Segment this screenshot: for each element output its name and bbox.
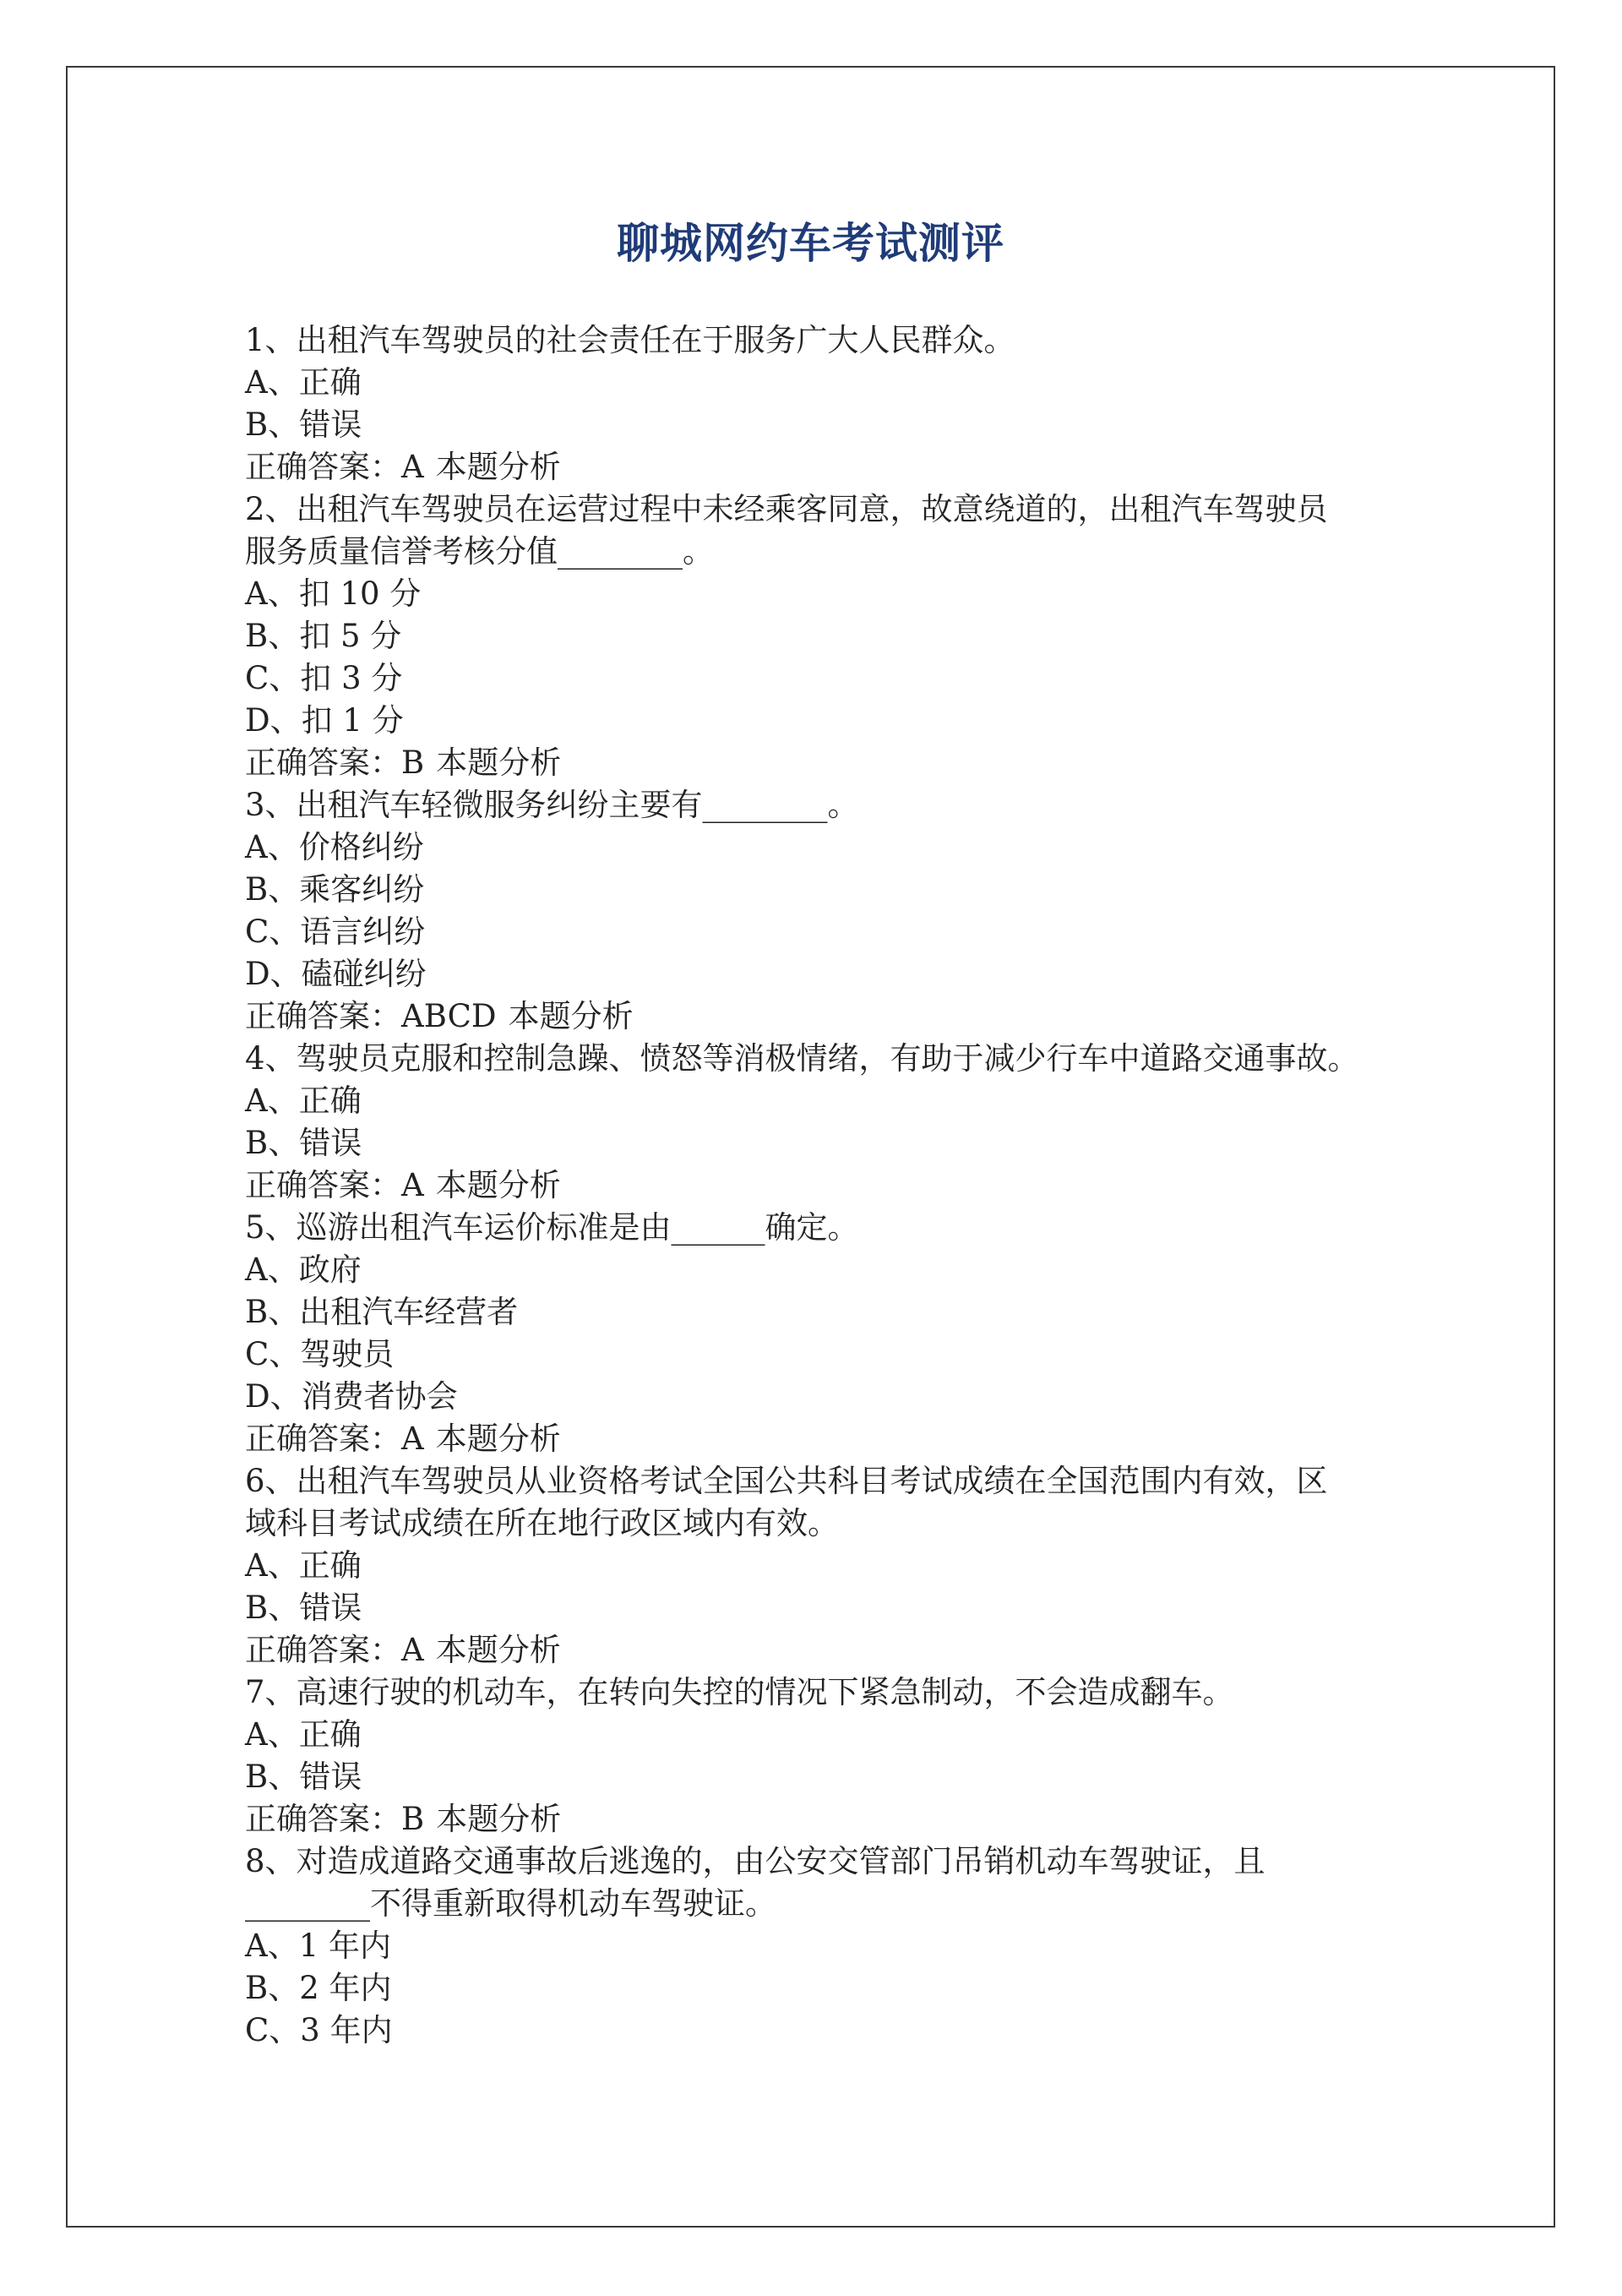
question-text: 7、高速行驶的机动车，在转向失控的情况下紧急制动，不会造成翻车。 <box>245 1674 1234 1710</box>
answer-option: C、语言纠纷 <box>245 913 426 950</box>
question-block <box>245 1672 1478 1841</box>
question-block <box>245 1460 1478 1672</box>
answer-option: A、正确 <box>245 1716 362 1753</box>
correct-answer-value: A <box>401 1167 424 1203</box>
correct-answer-line <box>245 1798 1478 1841</box>
correct-answer-label: 正确答案： <box>245 744 401 781</box>
question-block <box>245 1207 1478 1460</box>
answer-option: A、价格纠纷 <box>245 829 424 865</box>
answer-option: B、错误 <box>245 1590 362 1626</box>
question-block <box>245 319 1478 488</box>
answer-option: C、扣 3 分 <box>245 660 403 696</box>
answer-option: A、正确 <box>245 1547 362 1584</box>
correct-answer-line <box>245 446 1478 488</box>
question-block <box>245 488 1478 784</box>
answer-option: D、扣 1 分 <box>245 702 404 739</box>
correct-answer-label: 正确答案： <box>245 1167 401 1203</box>
correct-answer-label: 正确答案： <box>245 1632 401 1668</box>
analysis-label: 本题分析 <box>435 1421 561 1457</box>
question-text: ________不得重新取得机动车驾驶证。 <box>245 1885 776 1922</box>
question-block <box>245 1841 1478 2052</box>
answer-option: D、磕碰纠纷 <box>245 956 427 992</box>
question-text: 6、出租汽车驾驶员从业资格考试全国公共科目考试成绩在全国范围内有效，区 <box>245 1463 1328 1499</box>
analysis-label: 本题分析 <box>436 744 562 781</box>
question-text: 域科目考试成绩在所在地行政区域内有效。 <box>245 1505 839 1541</box>
answer-option: A、1 年内 <box>245 1928 392 1964</box>
page-title: 聊城网约车考试测评 <box>617 218 1004 268</box>
correct-answer-label: 正确答案： <box>245 1801 401 1837</box>
correct-answer-label: 正确答案： <box>245 1421 401 1457</box>
correct-answer-line <box>245 1164 1478 1207</box>
answer-option: B、扣 5 分 <box>245 618 402 654</box>
answer-option: B、2 年内 <box>245 1970 392 2006</box>
correct-answer-value: ABCD <box>401 998 497 1034</box>
correct-answer-label: 正确答案： <box>245 449 401 485</box>
correct-answer-value: A <box>401 449 424 485</box>
question-text: 3、出租汽车轻微服务纠纷主要有________。 <box>245 787 859 823</box>
question-text: 服务质量信誉考核分值________。 <box>245 533 714 570</box>
correct-answer-label: 正确答案： <box>245 998 401 1034</box>
question-block <box>245 1038 1478 1207</box>
correct-answer-value: B <box>401 744 425 781</box>
analysis-label: 本题分析 <box>435 1632 561 1668</box>
answer-option: C、3 年内 <box>245 2012 393 2048</box>
question-text: 8、对造成道路交通事故后逃逸的，由公安交管部门吊销机动车驾驶证，且 <box>245 1843 1265 1879</box>
question-text: 2、出租汽车驾驶员在运营过程中未经乘客同意，故意绕道的，出租汽车驾驶员 <box>245 491 1328 527</box>
answer-option: B、错误 <box>245 1759 362 1795</box>
correct-answer-line <box>245 1418 1478 1460</box>
answer-option: A、扣 10 分 <box>245 575 422 612</box>
question-list <box>245 319 1478 2052</box>
answer-option: B、乘客纠纷 <box>245 871 425 908</box>
analysis-label: 本题分析 <box>435 449 561 485</box>
correct-answer-line <box>245 1629 1478 1672</box>
correct-answer-value: B <box>401 1801 425 1837</box>
answer-option: A、政府 <box>245 1252 362 1288</box>
answer-option: A、正确 <box>245 364 362 401</box>
answer-option: D、消费者协会 <box>245 1378 458 1415</box>
answer-option: C、驾驶员 <box>245 1336 395 1372</box>
answer-option: B、错误 <box>245 406 362 443</box>
answer-option: A、正确 <box>245 1083 362 1119</box>
document-page <box>66 66 1555 2228</box>
analysis-label: 本题分析 <box>436 1801 562 1837</box>
analysis-label: 本题分析 <box>435 1167 561 1203</box>
question-text: 4、驾驶员克服和控制急躁、愤怒等消极情绪，有助于减少行车中道路交通事故。 <box>245 1040 1359 1077</box>
correct-answer-value: A <box>401 1632 424 1668</box>
correct-answer-value: A <box>401 1421 424 1457</box>
correct-answer-line <box>245 742 1478 784</box>
analysis-label: 本题分析 <box>508 998 634 1034</box>
answer-option: B、错误 <box>245 1125 362 1161</box>
correct-answer-line <box>245 995 1478 1038</box>
answer-option: B、出租汽车经营者 <box>245 1294 519 1330</box>
question-block <box>245 784 1478 1038</box>
question-text: 5、巡游出租汽车运价标准是由______确定。 <box>245 1209 859 1246</box>
question-text: 1、出租汽车驾驶员的社会责任在于服务广大人民群众。 <box>245 322 1015 358</box>
